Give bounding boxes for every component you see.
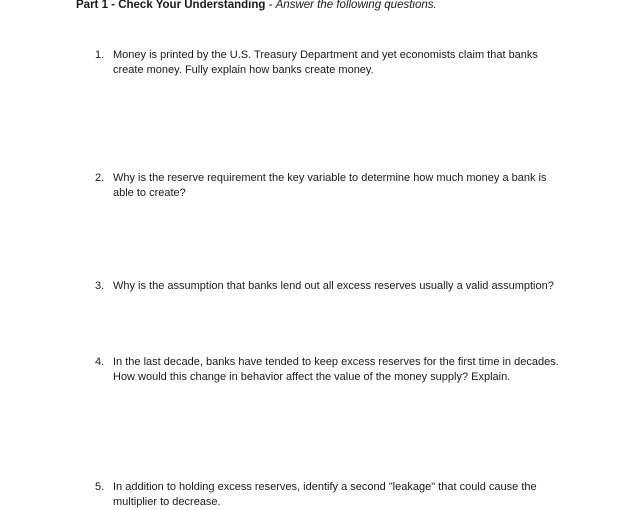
part-label: Part 1 (76, 0, 108, 11)
question-5 (95, 480, 565, 510)
question-text: Why is the assumption that banks lend out all excess reserves usually a valid assumption? (113, 280, 554, 292)
section-heading (76, 0, 437, 12)
question-4 (95, 355, 565, 385)
heading-instruction: Answer the following questions. (275, 0, 437, 11)
question-number: 4. (95, 356, 105, 368)
question-2 (95, 171, 565, 201)
question-text: In the last decade, banks have tended to keep excess reserves for the first time in decades. How would this change in behavior affect the value of the money supply? Explain. (113, 356, 565, 383)
question-number: 2. (95, 172, 105, 184)
heading-separator-2: - (265, 0, 276, 11)
heading-separator: - (107, 0, 119, 11)
question-text: Why is the reserve requirement the key variable to determine how much money a bank is able to create? (113, 172, 547, 199)
question-number: 3. (95, 280, 105, 292)
heading-title: Check Your Understanding (118, 0, 266, 11)
question-text: Money is printed by the U.S. Treasury Department and yet economists claim that banks create money. Fully explain how banks create money. (113, 49, 538, 76)
question-number: 1. (95, 49, 105, 61)
question-3 (95, 279, 565, 294)
question-text: In addition to holding excess reserves, identify a second "leakage" that could cause the multiplier to decrease. (113, 481, 537, 508)
question-1 (95, 48, 565, 78)
question-number: 5. (95, 481, 105, 493)
